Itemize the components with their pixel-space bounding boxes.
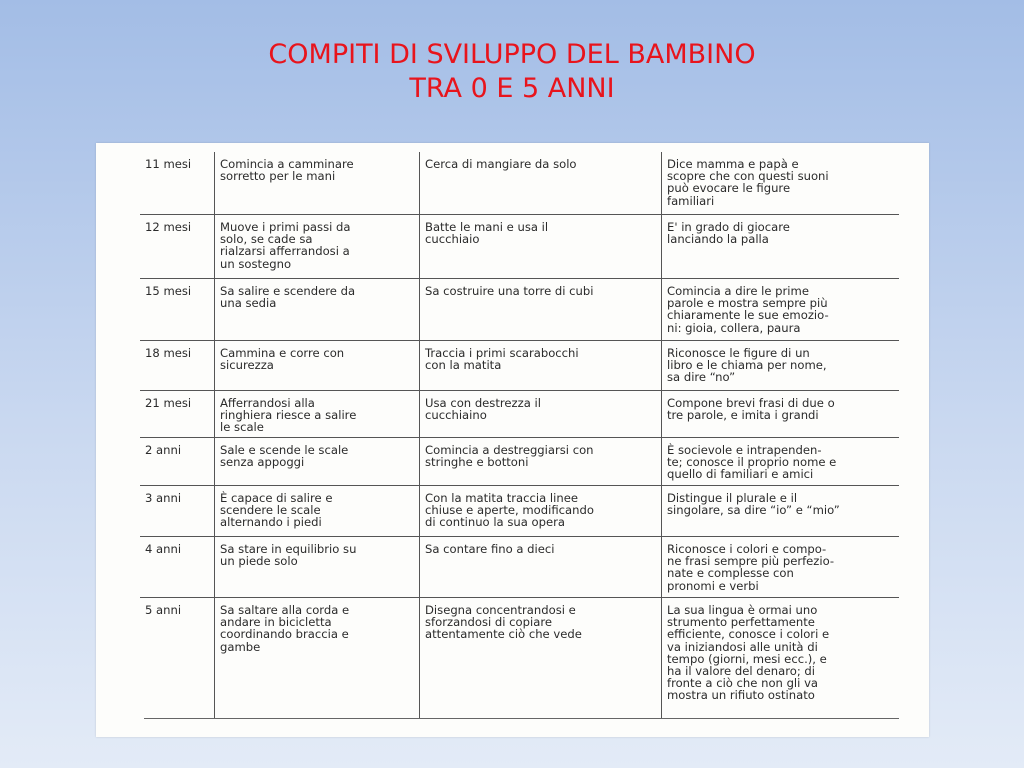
motor-cell: Afferrandosi alla ringhiera riesce a salire le scale [214,391,419,437]
age-cell: 21 mesi [145,396,192,410]
motor-cell: Cammina e corre con sicurezza [214,341,419,390]
age-cell: 2 anni [145,443,182,457]
motor-cell: Sa stare in equilibrio su un piede solo [214,537,419,597]
autonomy-cell: Comincia a destreggiarsi con stringhe e bottoni [419,438,661,485]
table-row [140,486,899,537]
autonomy-cell: Disegna concentrandosi e sforzandosi di copiare attentamente ciò che vede [419,598,661,718]
age-cell: 5 anni [145,603,182,617]
table-row [140,341,899,391]
autonomy-cell: Sa costruire una torre di cubi [419,279,661,340]
table-row [140,438,899,486]
language-cell: Dice mamma e papà e scopre che con questi suoni può evocare le figure familiari [661,152,899,214]
table-bottom-rule [144,718,899,719]
title-line-2: TRA 0 E 5 ANNI [409,73,615,104]
table-row [140,279,899,341]
motor-cell: Sale e scende le scale senza appoggi [214,438,419,485]
age-cell: 4 anni [145,542,182,556]
autonomy-cell: Con la matita traccia linee chiuse e aperte, modificando di continuo la sua opera [419,486,661,536]
autonomy-cell: Cerca di mangiare da solo [419,152,661,214]
age-cell: 11 mesi [145,157,192,171]
slide-title [0,38,1024,106]
autonomy-cell: Usa con destrezza il cucchiaino [419,391,661,437]
table-row [140,537,899,598]
age-cell: 12 mesi [145,220,192,234]
language-cell: Riconosce i colori e compo- ne frasi sempre più perfezio- nate e complesse con pronomi e verbi [661,537,899,597]
development-table [140,152,899,718]
motor-cell: Comincia a camminare sorretto per le mani [214,152,419,214]
age-cell: 3 anni [145,491,182,505]
motor-cell: Muove i primi passi da solo, se cade sa rialzarsi afferrandosi a un sostegno [214,215,419,278]
language-cell: È socievole e intrapenden- te; conosce il proprio nome e quello di familiari e amici [661,438,899,485]
language-cell: Riconosce le figure di un libro e le chiama per nome, sa dire “no” [661,341,899,390]
language-cell: Distingue il plurale e il singolare, sa dire “io” e “mio” [661,486,899,536]
age-cell: 15 mesi [145,284,192,298]
table-row [140,391,899,438]
motor-cell: È capace di salire e scendere le scale alternando i piedi [214,486,419,536]
autonomy-cell: Sa contare fino a dieci [419,537,661,597]
motor-cell: Sa salire e scendere da una sedia [214,279,419,340]
table-row [140,598,899,718]
language-cell: La sua lingua è ormai uno strumento perfettamente efficiente, conosce i colori e va iniziandosi alle unità di tempo (giorni, mesi ecc.), e ha il valore del denaro; di fronte a ciò che non gli va mostra un rifiuto ostinato [661,598,899,718]
autonomy-cell: Traccia i primi scarabocchi con la matita [419,341,661,390]
title-line-1: COMPITI DI SVILUPPO DEL BAMBINO [268,39,756,70]
autonomy-cell: Batte le mani e usa il cucchiaio [419,215,661,278]
language-cell: Comincia a dire le prime parole e mostra sempre più chiaramente le sue emozio- ni: gioia, collera, paura [661,279,899,340]
age-cell: 18 mesi [145,346,192,360]
scanned-table-page [96,143,929,737]
language-cell: Compone brevi frasi di due o tre parole, e imita i grandi [661,391,899,437]
table-row [140,152,899,215]
table-row [140,215,899,279]
language-cell: E' in grado di giocare lanciando la palla [661,215,899,278]
motor-cell: Sa saltare alla corda e andare in bicicletta coordinando braccia e gambe [214,598,419,718]
